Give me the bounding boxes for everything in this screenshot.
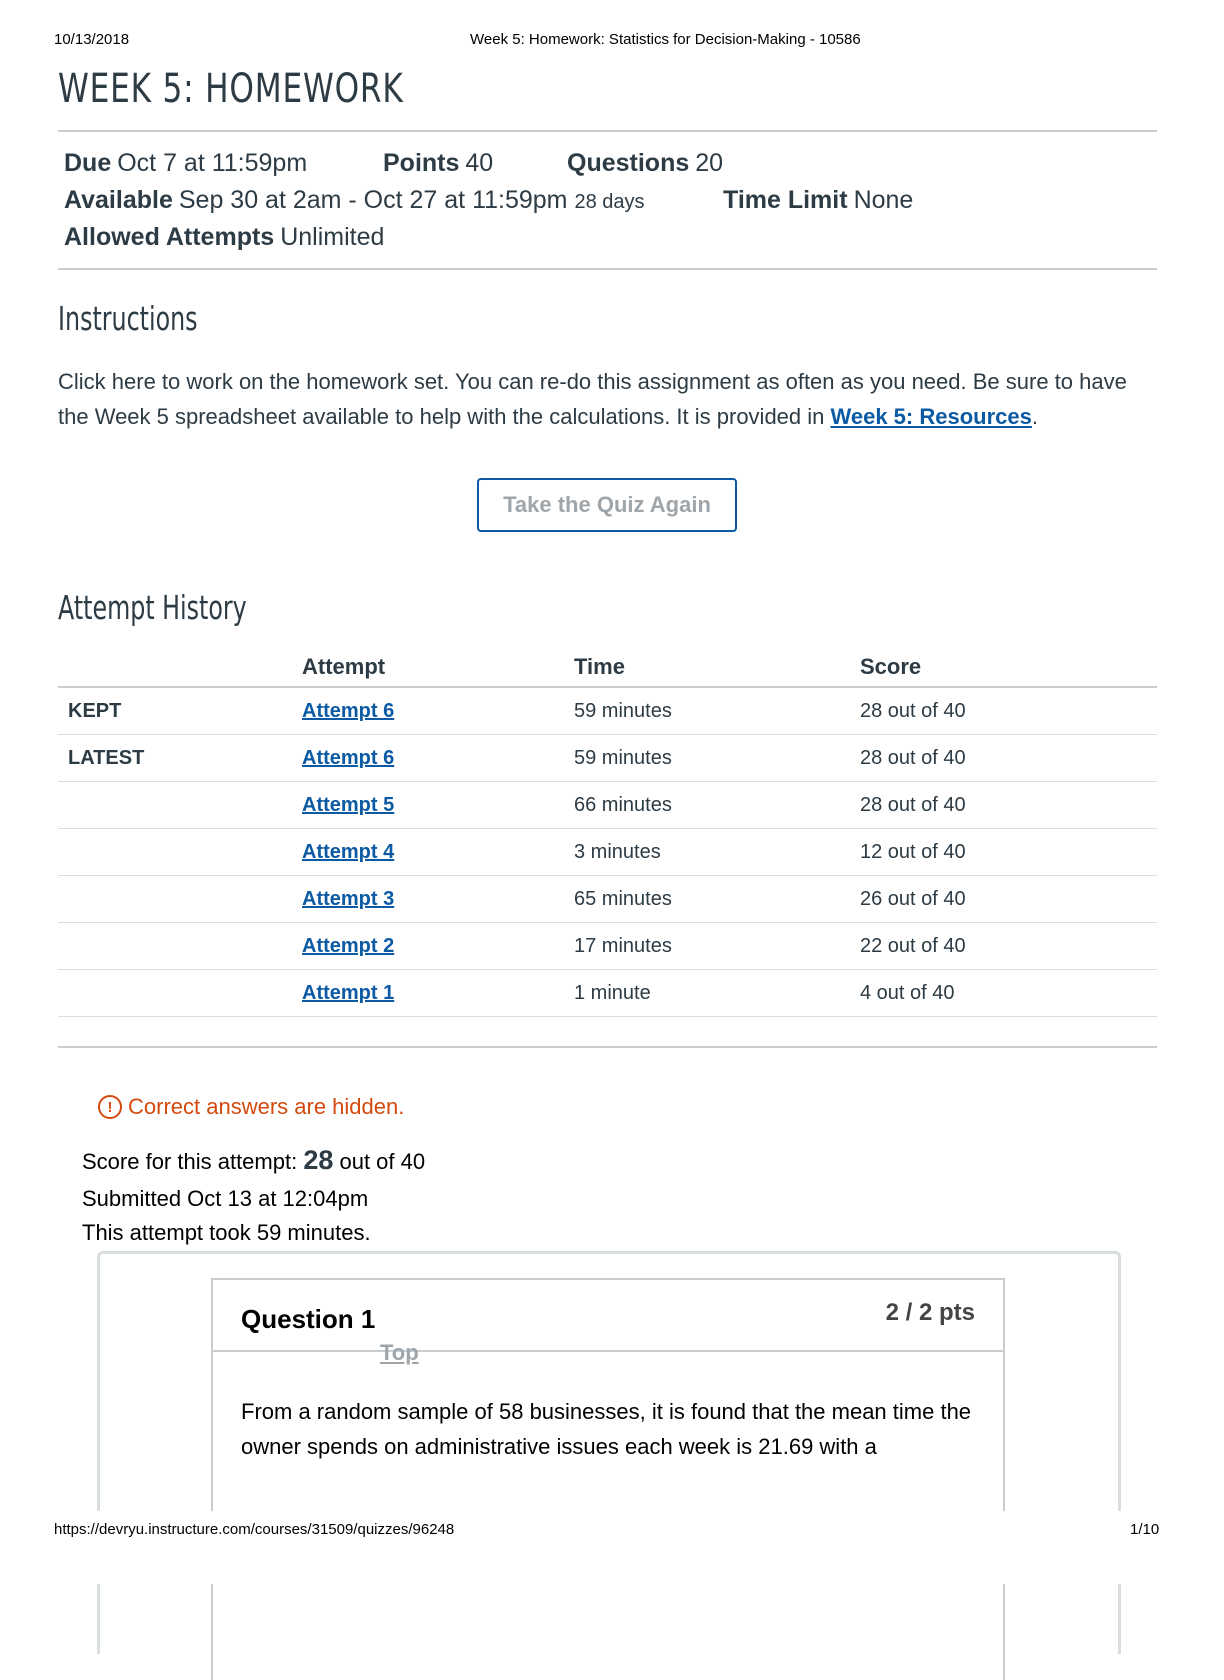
points-info: [383, 149, 493, 178]
table-row: [58, 735, 1157, 782]
table-header-row: [58, 648, 1157, 687]
due-label: Due: [64, 149, 112, 177]
questions-value: 20: [695, 149, 724, 177]
column-header-attempt: Attempt: [302, 648, 574, 687]
attempt-tag: [58, 876, 302, 923]
column-header-time: Time: [574, 648, 860, 687]
attempt-link[interactable]: Attempt 5: [302, 793, 395, 816]
points-label: Points: [383, 149, 460, 177]
table-row: [58, 923, 1157, 970]
score-suffix: out of 40: [333, 1149, 426, 1174]
attempt-score: 28 out of 40: [860, 735, 1157, 782]
attempt-duration: This attempt took 59 minutes.: [82, 1220, 371, 1245]
attempt-link[interactable]: Attempt 3: [302, 887, 395, 910]
top-link[interactable]: Top: [380, 1340, 419, 1365]
column-header-score: Score: [860, 648, 1157, 687]
question-title: Question 1: [241, 1304, 376, 1334]
attempt-time: 1 minute: [574, 970, 860, 1017]
available-info: [64, 186, 645, 215]
attempt-link[interactable]: Attempt 1: [302, 981, 395, 1004]
attempt-score-line: [82, 1145, 425, 1176]
question-card: [211, 1278, 1005, 1680]
attempts-info: [64, 223, 384, 252]
attempt-time: 17 minutes: [574, 923, 860, 970]
attempt-time: 59 minutes: [574, 735, 860, 782]
available-days: 28 days: [574, 191, 645, 213]
attempt-score: 28 out of 40: [860, 687, 1157, 735]
table-row: [58, 687, 1157, 735]
points-value: 40: [465, 149, 494, 177]
print-page-number: 1/10: [1130, 1521, 1160, 1538]
score-prefix: Score for this attempt:: [82, 1149, 304, 1174]
resources-link[interactable]: Week 5: Resources: [830, 404, 1032, 429]
print-date: 10/13/2018: [54, 31, 130, 48]
questions-label: Questions: [567, 149, 690, 177]
attempt-history-heading: Attempt History: [58, 588, 247, 627]
table-row: [58, 970, 1157, 1017]
column-header: [58, 648, 302, 687]
correct-answers-hidden-notice: [98, 1094, 404, 1120]
submitted-time: Submitted Oct 13 at 12:04pm: [82, 1186, 369, 1211]
attempt-tag: LATEST: [58, 735, 302, 782]
questions-info: [567, 149, 723, 178]
time-limit-value: None: [853, 186, 914, 214]
attempt-time: 59 minutes: [574, 687, 860, 735]
divider: [58, 1046, 1157, 1048]
table-row: [58, 876, 1157, 923]
attempt-time: 66 minutes: [574, 782, 860, 829]
attempt-tag: [58, 970, 302, 1017]
print-title: Week 5: Homework: Statistics for Decision-Making - 10586: [470, 31, 861, 48]
attempt-score: 26 out of 40: [860, 876, 1157, 923]
attempt-tag: KEPT: [58, 687, 302, 735]
time-limit-label: Time Limit: [723, 186, 848, 214]
attempt-tag: [58, 782, 302, 829]
attempt-score: 12 out of 40: [860, 829, 1157, 876]
print-url: https://devryu.instructure.com/courses/31509/quizzes/96248: [54, 1521, 455, 1538]
attempt-time: 65 minutes: [574, 876, 860, 923]
attempt-tag: [58, 923, 302, 970]
attempt-tag: [58, 829, 302, 876]
table-row: [58, 829, 1157, 876]
instructions-body: Click here to work on the homework set. You can re-do this assignment as often as you need. Be sure to have the Week 5 spreadsheet available to help with the calculations. It is provided in: [58, 369, 1127, 429]
instructions-end: .: [1031, 404, 1038, 429]
instructions-text: [58, 364, 1158, 434]
available-value: Sep 30 at 2am - Oct 27 at 11:59pm: [178, 186, 568, 214]
attempt-link[interactable]: Attempt 2: [302, 934, 395, 957]
attempt-link[interactable]: Attempt 6: [302, 746, 395, 769]
table-row: [58, 782, 1157, 829]
question-points: 2 / 2 pts: [885, 1299, 975, 1326]
attempt-time: 3 minutes: [574, 829, 860, 876]
page-title: WEEK 5: HOMEWORK: [58, 66, 404, 112]
score-value: 28: [303, 1145, 334, 1175]
attempt-score: 28 out of 40: [860, 782, 1157, 829]
warning-icon: !: [98, 1095, 122, 1119]
available-label: Available: [64, 186, 173, 214]
attempt-score: 22 out of 40: [860, 923, 1157, 970]
instructions-heading: Instructions: [58, 299, 198, 338]
notice-text: Correct answers are hidden.: [128, 1094, 405, 1119]
divider: [58, 268, 1157, 270]
attempt-history-table: [58, 648, 1157, 1017]
attempt-link[interactable]: Attempt 6: [302, 699, 395, 722]
question-text: From a random sample of 58 businesses, it is found that the mean time the owner spends on administrative issues each week is 21.69 with a: [241, 1399, 972, 1459]
due-info: [64, 149, 307, 178]
take-quiz-again-button[interactable]: Take the Quiz Again: [477, 478, 737, 532]
attempt-link[interactable]: Attempt 4: [302, 840, 395, 863]
attempts-label: Allowed Attempts: [64, 223, 275, 251]
attempt-score: 4 out of 40: [860, 970, 1157, 1017]
due-value: Oct 7 at 11:59pm: [117, 149, 308, 177]
divider: [58, 130, 1157, 132]
attempts-value: Unlimited: [280, 223, 385, 251]
time-limit-info: [723, 186, 913, 215]
